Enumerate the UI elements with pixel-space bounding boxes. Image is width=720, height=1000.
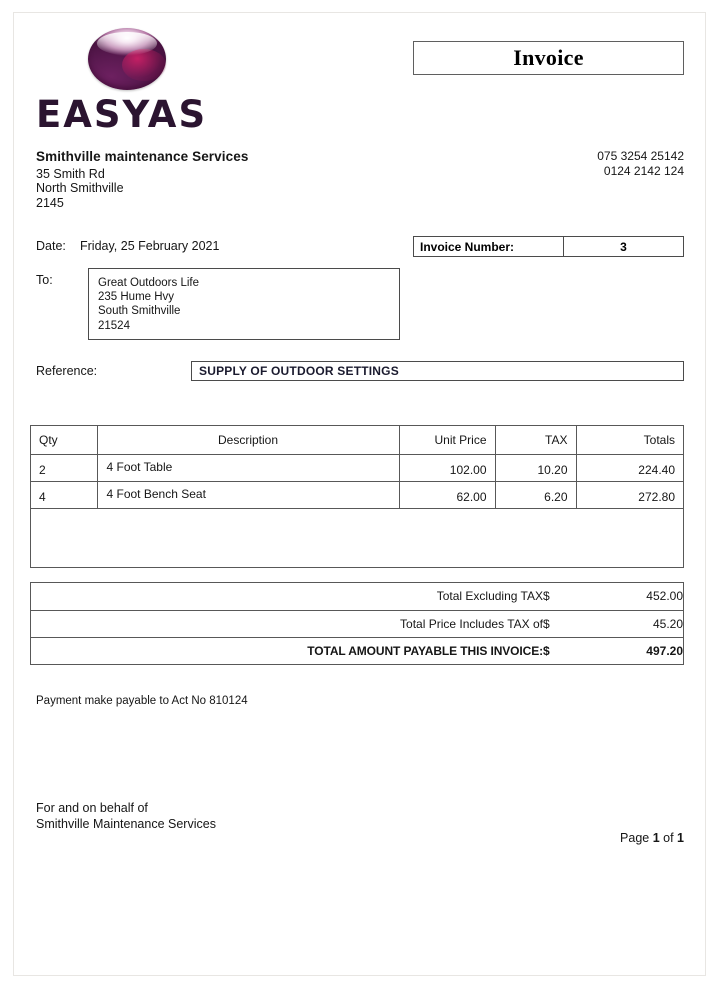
phone-secondary: 0124 2142 124 [603, 163, 684, 178]
totals-label-tax-included: Total Price Includes TAX of [31, 610, 543, 637]
totals-row-tax-included [31, 610, 683, 637]
cell-qty: 2 [31, 454, 97, 481]
totals-currency-tax-included: $ [543, 610, 573, 637]
recipient-line-3: South Smithville [98, 305, 181, 318]
column-header-qty: Qty [31, 426, 97, 454]
behalf-line-1: For and on behalf of [36, 801, 148, 815]
recipient-label: To: [36, 273, 53, 287]
page-title: Invoice [513, 45, 584, 70]
cell-unit-price: 62.00 [399, 481, 495, 508]
page-number-total: 1 [677, 831, 684, 845]
logo-wordmark: EASYAS [36, 93, 208, 136]
cell-tax: 6.20 [495, 481, 576, 508]
recipient-line-4: 21524 [98, 319, 130, 332]
column-header-description: Description [97, 426, 399, 454]
table-row [31, 481, 683, 508]
totals-row-grand-total [31, 637, 683, 664]
invoice-number-box [413, 236, 684, 257]
sender-block [36, 150, 248, 210]
page-number-separator: of [659, 831, 678, 845]
totals-currency-grand-total: $ [543, 643, 550, 658]
sender-phones [597, 149, 684, 178]
invoice-number-value: 3 [620, 239, 627, 254]
column-header-unit-price: Unit Price [399, 426, 495, 454]
recipient-line-1: Great Outdoors Life [98, 277, 199, 289]
table-empty-cell [31, 508, 683, 566]
invoice-title-box [413, 41, 684, 75]
reference-value-box: SUPPLY OF OUTDOOR SETTINGS [191, 361, 684, 381]
sender-address-line-3: 2145 [36, 195, 64, 210]
recipient-address-box [88, 268, 400, 340]
behalf-line-2: Smithville Maintenance Services [36, 817, 216, 831]
table-empty-area [31, 508, 683, 566]
totals-table [30, 582, 684, 665]
company-logo [36, 28, 246, 136]
table-header-row [31, 426, 683, 454]
cell-description: 4 Foot Table [97, 454, 399, 481]
cell-total: 272.80 [576, 481, 683, 508]
sender-address-line-1: 35 Smith Rd [36, 166, 105, 181]
totals-value-excluding-tax: 452.00 [573, 583, 683, 610]
totals-label-grand-total: TOTAL AMOUNT PAYABLE THIS INVOICE: [307, 643, 543, 658]
page-number-prefix: Page [620, 831, 653, 845]
cell-qty: 4 [31, 481, 97, 508]
cell-unit-price: 102.00 [399, 454, 495, 481]
table-row [31, 454, 683, 481]
recipient-line-2: 235 Hume Hvy [98, 291, 175, 304]
signature-block [36, 800, 216, 832]
phone-primary: 075 3254 25142 [597, 149, 684, 163]
invoice-date-row [36, 239, 219, 253]
totals-currency-excluding-tax: $ [543, 583, 573, 610]
invoice-number-label: Invoice Number: [414, 237, 564, 256]
column-header-totals: Totals [576, 426, 683, 454]
reference-label: Reference: [36, 364, 98, 378]
totals-value-tax-included: 45.20 [573, 610, 683, 637]
payment-note: Payment make payable to Act No 810124 [36, 695, 248, 707]
page-number-current: 1 [652, 831, 660, 845]
cell-description: 4 Foot Bench Seat [97, 481, 399, 508]
totals-row-excluding-tax [31, 583, 683, 610]
totals-value-grand-total: 497.20 [646, 643, 683, 658]
cell-total: 224.40 [576, 454, 683, 481]
column-header-tax: TAX [495, 426, 576, 454]
date-value: Friday, 25 February 2021 [80, 239, 220, 253]
page-number [620, 831, 684, 845]
cell-tax: 10.20 [495, 454, 576, 481]
sender-address-line-2: North Smithville [36, 181, 124, 196]
totals-label-excluding-tax: Total Excluding TAX [31, 583, 543, 610]
sender-name: Smithville maintenance Services [36, 149, 249, 164]
line-items-table [30, 425, 684, 568]
date-label: Date: [36, 239, 66, 253]
easyas-orb-icon [88, 28, 166, 90]
